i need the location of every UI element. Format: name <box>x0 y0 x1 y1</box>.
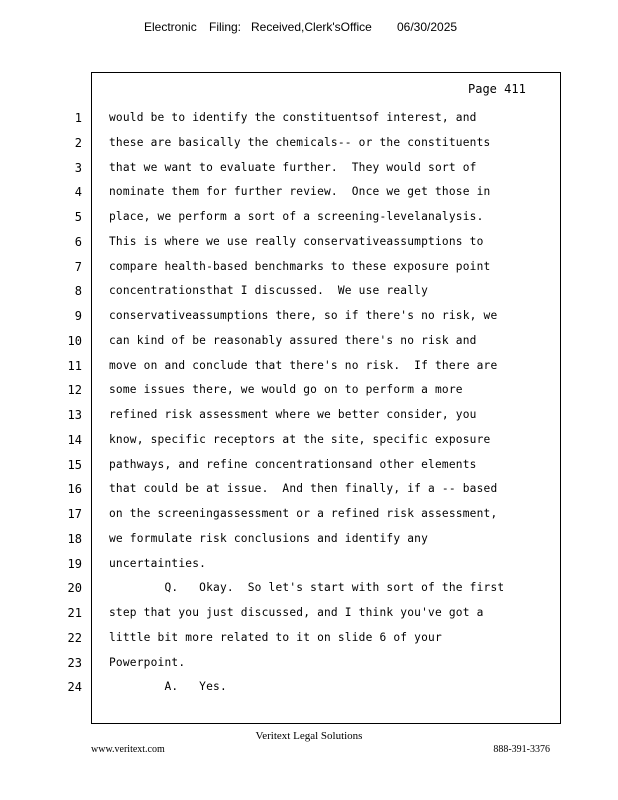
line-text: know, specific receptors at the site, specific exposure <box>109 432 491 446</box>
line-text: refined risk assessment where we better consider, you <box>109 408 477 421</box>
line-text: some issues there, we would go on to perform a more <box>109 383 463 397</box>
line-number: 22 <box>67 630 82 645</box>
line-number: 17 <box>67 507 82 521</box>
line-number: 8 <box>74 284 82 299</box>
line-text: that could be at issue. And then finally, if a -- based <box>109 482 498 496</box>
filing-header-date: 06/30/2025 <box>397 20 458 34</box>
line-number: 19 <box>67 556 82 571</box>
line-number: 7 <box>74 259 82 274</box>
line-text: uncertainties. <box>109 556 207 570</box>
filing-header-filing: Filing: <box>209 20 242 34</box>
line-number: 24 <box>67 680 82 695</box>
footer-phone: 888-391-3376 <box>493 744 550 755</box>
line-number: 11 <box>67 358 82 373</box>
line-number: 4 <box>74 185 82 200</box>
line-number: 14 <box>67 432 82 447</box>
line-text: can kind of be reasonably assured there's no risk and <box>109 333 477 347</box>
line-number: 12 <box>67 383 82 398</box>
line-text: compare health-based benchmarks to these exposure point <box>109 259 491 273</box>
line-text: we formulate risk conclusions and identify any <box>109 531 429 545</box>
line-number: 18 <box>67 531 82 546</box>
line-number: 5 <box>74 210 82 224</box>
line-number: 3 <box>74 160 82 175</box>
line-text: nominate them for further review. Once we get those in <box>109 185 491 199</box>
line-number: 20 <box>67 581 82 596</box>
line-text: This is where we use really conservativeassumptions to <box>109 234 484 248</box>
line-number: 21 <box>67 606 82 620</box>
line-number: 9 <box>74 309 82 323</box>
line-number: 10 <box>67 333 82 348</box>
page-number: Page 411 <box>468 82 526 96</box>
line-text: that we want to evaluate further. They would sort of <box>109 160 477 174</box>
line-text: would be to identify the constituentsof interest, and <box>109 111 477 124</box>
line-number: 1 <box>74 111 82 125</box>
line-text: place, we perform a sort of a screening-levelanalysis. <box>109 210 484 223</box>
line-text: conservativeassumptions there, so if there's no risk, we <box>109 309 498 322</box>
line-number: 2 <box>74 135 82 150</box>
filing-header-electronic: Electronic <box>144 20 197 34</box>
line-text: these are basically the chemicals-- or the constituents <box>109 135 491 149</box>
line-number: 16 <box>67 482 82 497</box>
line-text: move on and conclude that there's no risk. If there are <box>109 358 498 372</box>
line-number: 23 <box>67 655 82 670</box>
line-text: on the screeningassessment or a refined risk assessment, <box>109 507 498 520</box>
line-number: 6 <box>74 234 82 249</box>
line-number: 15 <box>67 457 82 472</box>
line-text: Q. Okay. So let's start with sort of the first <box>109 581 505 595</box>
line-text: Powerpoint. <box>109 655 186 669</box>
line-text: A. Yes. <box>109 680 227 694</box>
filing-header-received: Received,Clerk'sOffice <box>251 20 372 34</box>
line-text: pathways, and refine concentrationsand other elements <box>109 457 477 471</box>
line-text: step that you just discussed, and I think you've got a <box>109 606 484 619</box>
footer-website: www.veritext.com <box>91 744 165 755</box>
footer-company: Veritext Legal Solutions <box>255 730 363 742</box>
line-text: concentrationsthat I discussed. We use really <box>109 284 429 298</box>
line-text: little bit more related to it on slide 6 of your <box>109 630 442 644</box>
line-number: 13 <box>67 408 82 422</box>
